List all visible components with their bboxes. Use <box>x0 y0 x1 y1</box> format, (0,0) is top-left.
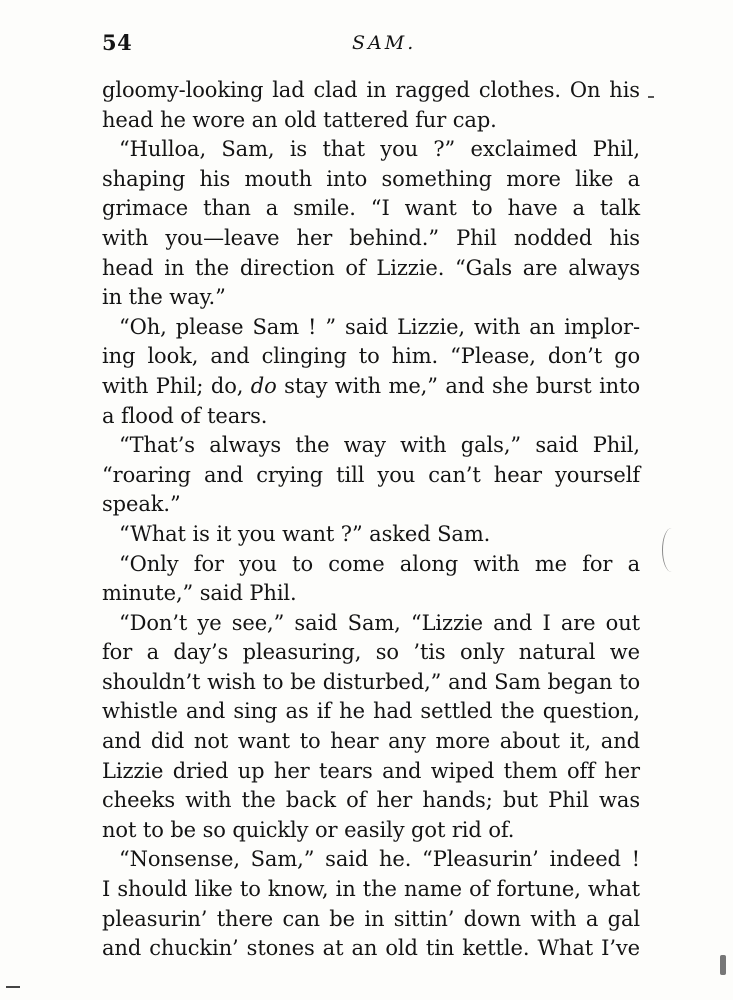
text-line: “Only for you to come along with me for a <box>119 551 640 576</box>
margin-speck <box>648 96 654 98</box>
page-header <box>102 30 640 60</box>
text-line: a flood of tears. <box>102 403 268 428</box>
page-number: 54 <box>102 30 133 55</box>
text-line: shaping his mouth into something more like a <box>102 166 640 191</box>
text-line: “Nonsense, Sam,” said he. “Pleasurin’ indeed ! <box>119 847 640 872</box>
text-line: “Don’t ye see,” said Sam, “Lizzie and I are out <box>119 610 640 635</box>
text-line: shouldn’t wish to be disturbed,” and Sam began to <box>102 669 640 694</box>
text-line: pleasurin’ there can be in sittin’ down with a gal <box>102 906 640 931</box>
emphasis: do <box>250 373 277 398</box>
text-line: “What is it you want ?” asked Sam. <box>119 521 491 546</box>
text-line: head he wore an old tattered fur cap. <box>102 107 497 132</box>
text-line: ing look, and clinging to him. “Please, don’t go <box>102 344 640 369</box>
text-line: not to be so quickly or easily got rid of. <box>102 817 515 842</box>
text-line: whistle and sing as if he had settled the question, <box>102 699 640 724</box>
text-line: with Phil; do, do stay with me,” and she burst into <box>102 373 640 398</box>
text-line: and chuckin’ stones at an old tin kettle. What I’ve <box>102 936 640 961</box>
text-line: “That’s always the way with gals,” said Phil, <box>119 433 640 458</box>
text-line: head in the direction of Lizzie. “Gals are always <box>102 255 640 280</box>
text-line: for a day’s pleasuring, so ’tis only natural we <box>102 640 640 665</box>
text-line: I should like to know, in the name of fortune, what <box>102 877 640 902</box>
text-line: grimace than a smile. “I want to have a talk <box>102 196 640 221</box>
text-line: “roaring and crying till you can’t hear yourself <box>102 462 640 487</box>
text-line: “Hulloa, Sam, is that you ?” exclaimed Phil, <box>119 137 640 162</box>
text-line: cheeks with the back of her hands; but Phil was <box>102 788 640 813</box>
running-head: SAM. <box>352 32 417 54</box>
text-line: “Oh, please Sam ! ” said Lizzie, with an implor- <box>119 314 640 339</box>
text-line: speak.” <box>102 492 181 517</box>
body-text <box>102 76 640 964</box>
text-line: in the way.” <box>102 285 226 310</box>
margin-bracket-mark <box>662 528 681 572</box>
text-line: and did not want to hear any more about it, and <box>102 729 640 754</box>
text-line: gloomy-looking lad clad in ragged clothes. On his <box>102 78 640 102</box>
text-line: Lizzie dried up her tears and wiped them off her <box>102 758 640 783</box>
text-line: with you—leave her behind.” Phil nodded his <box>102 225 640 250</box>
corner-speck <box>6 986 20 988</box>
page-edge-mark <box>720 955 726 975</box>
text-line: minute,” said Phil. <box>102 581 297 606</box>
